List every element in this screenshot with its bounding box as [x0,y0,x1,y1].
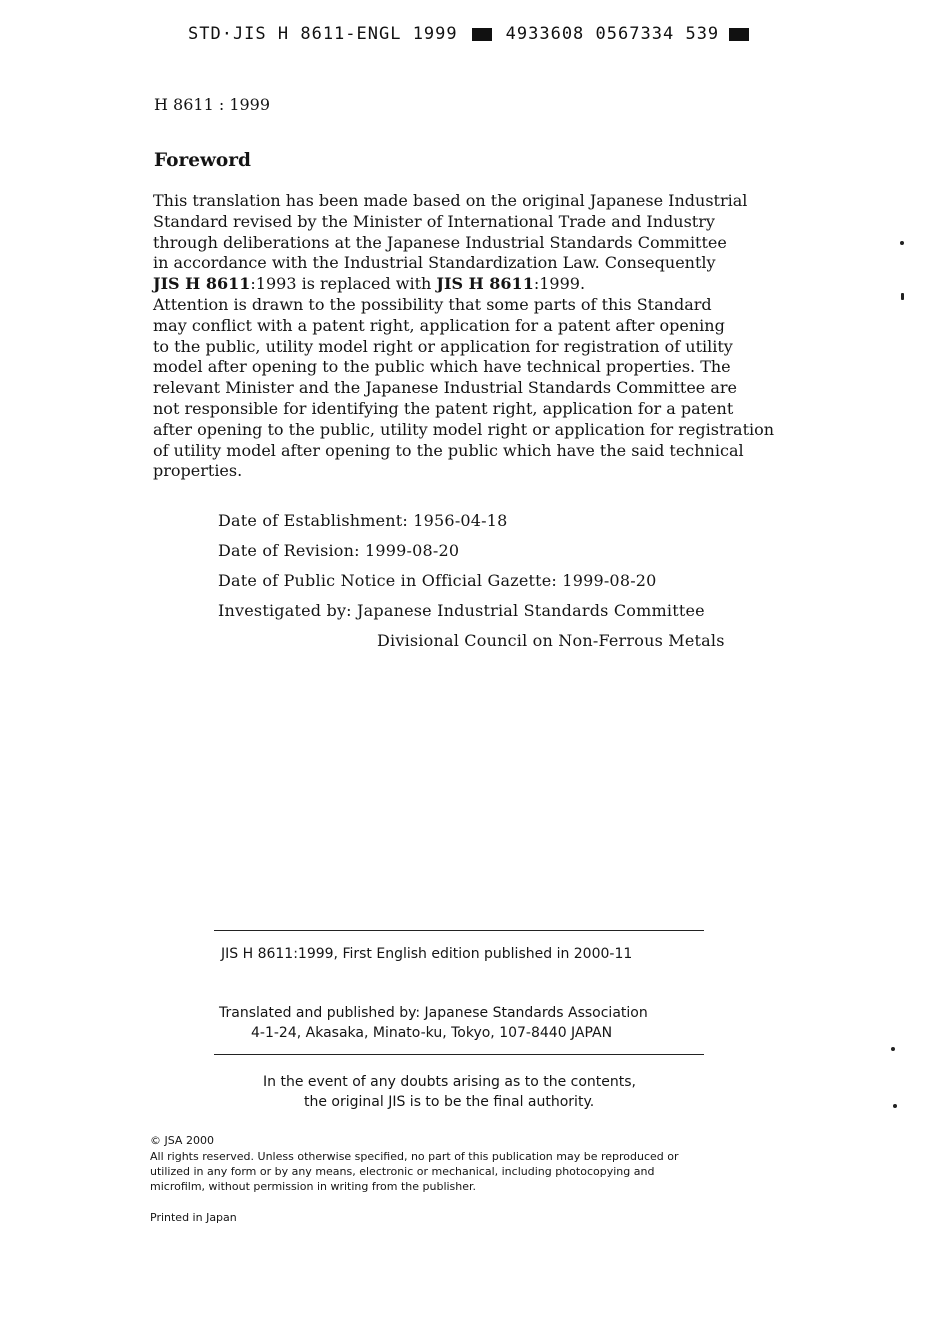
document-id: H 8611 : 1999 [154,95,271,114]
text-line: after opening to the public, utility model right or application for registration [153,419,775,439]
text-line: through deliberations at the Japanese Industrial Standards Committee [153,232,727,252]
foreword-paragraph [153,191,793,482]
date-of-public-notice: Date of Public Notice in Official Gazette: 1999-08-20 [218,571,657,590]
divider-bottom [214,1054,704,1055]
divisional-council: Divisional Council on Non-Ferrous Metals [377,631,725,650]
text-line: to the public, utility model right or application for registration of utility [153,336,733,356]
text-line: properties. [153,461,243,481]
rights-line: utilized in any form or by any means, electronic or mechanical, including photocopying and [150,1165,655,1178]
scan-speck [891,1047,895,1051]
stamp-black-bar [472,28,492,41]
edition-note: JIS H 8611:1999, First English edition published in 2000-11 [221,946,633,962]
scan-speck [893,1104,897,1108]
date-of-establishment: Date of Establishment: 1956-04-18 [218,511,508,530]
text-line: in accordance with the Industrial Standardization Law. Consequently [153,253,716,273]
rights-line: All rights reserved. Unless otherwise specified, no part of this publication may be reproduced or [150,1150,679,1163]
stamp-black-bar [729,28,749,41]
page-title: Foreword [154,150,251,171]
text-line: model after opening to the public which have technical properties. The [153,357,731,377]
stamp-code-c: 539 [685,24,720,44]
publisher-line: Translated and published by: Japanese Standards Association [219,1005,648,1021]
stamp-doc-code: STD·JIS H 8611-ENGL 1999 [188,24,458,44]
text-line: Attention is drawn to the possibility that some parts of this Standard [153,294,712,314]
divider-top [214,930,704,931]
date-of-revision: Date of Revision: 1999-08-20 [218,541,460,560]
copyright-notice: © JSA 2000 [150,1134,214,1147]
text-line: not responsible for identifying the patent right, application for a patent [153,398,734,418]
publisher-address: 4-1-24, Akasaka, Minato-ku, Tokyo, 107-8440 JAPAN [251,1025,613,1041]
old-standard-code: JIS H 8611 [153,274,251,294]
text-line: This translation has been made based on the original Japanese Industrial [153,191,748,210]
header-stamp [188,24,749,44]
rights-line: microfilm, without permission in writing from the publisher. [150,1180,477,1193]
scan-speck [900,241,904,245]
stamp-code-a: 4933608 [505,24,585,44]
text-line: Standard revised by the Minister of International Trade and Industry [153,211,715,231]
replacement-line [153,274,793,295]
authority-note-line: In the event of any doubts arising as to the contents, [263,1074,636,1090]
authority-note-line: the original JIS is to be the final authority. [304,1094,595,1110]
text-line: may conflict with a patent right, application for a patent after opening [153,315,725,335]
old-standard-year: :1993 is replaced with [250,274,437,294]
printed-in: Printed in Japan [150,1211,237,1224]
new-standard-year: :1999. [533,274,586,294]
text-line: of utility model after opening to the public which have the said technical [153,440,744,460]
text-line: relevant Minister and the Japanese Industrial Standards Committee are [153,378,737,398]
stamp-code-b: 0567334 [595,24,675,44]
new-standard-code: JIS H 8611 [436,274,534,294]
investigated-by: Investigated by: Japanese Industrial Standards Committee [218,601,705,620]
scan-speck [901,293,904,300]
